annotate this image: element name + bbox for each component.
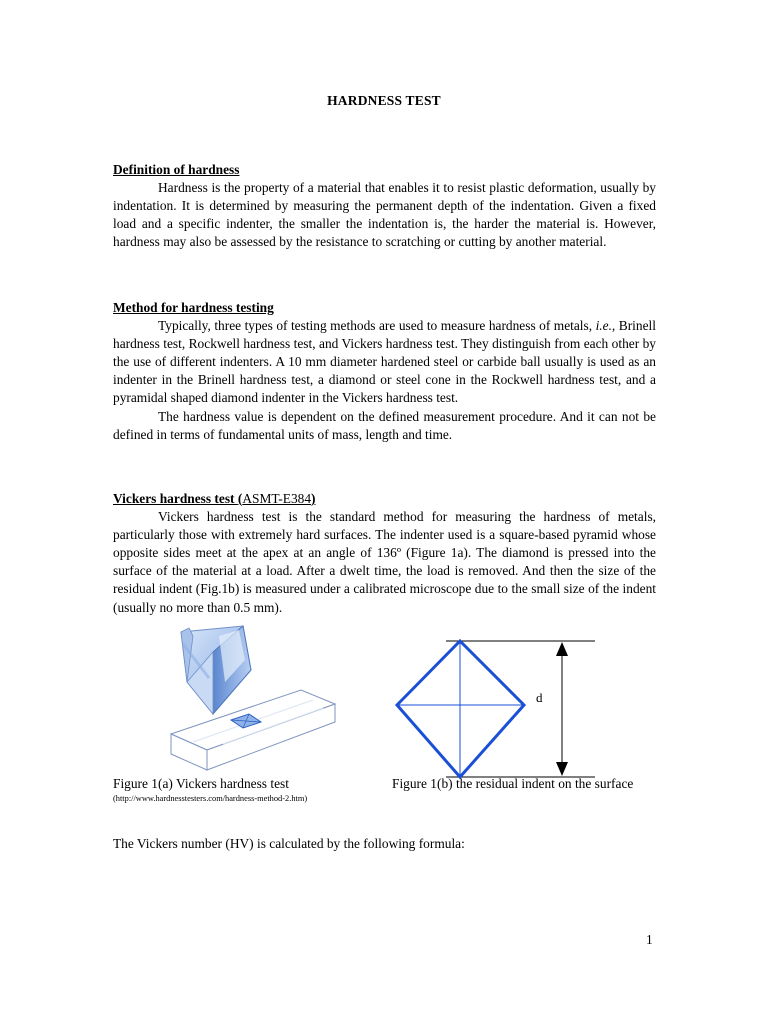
figure-1b-caption: Figure 1(b) the residual indent on the surface xyxy=(392,776,634,791)
page-number: 1 xyxy=(646,932,653,947)
section-definition xyxy=(113,161,656,251)
dimension-label: d xyxy=(536,690,543,705)
diamond-indent-icon xyxy=(397,641,524,777)
definition-paragraph: Hardness is the property of a material that enables it to resist plastic deformation, usually by indentation. It is determined by measuring the permanent depth of the indentation. Given a fixed load and a specific indenter, the smaller the indentation is, the harder the material is. However, hardness may also be assessed by the resistance to scratching or cutting by another material. xyxy=(113,180,656,250)
section-heading-definition: Definition of hardness xyxy=(113,162,240,177)
method-p1-ie: i.e., xyxy=(595,318,616,334)
vickers-test-illustration xyxy=(163,622,363,772)
section-heading-method: Method for hardness testing xyxy=(113,300,274,315)
vickers-heading-close: ) xyxy=(311,491,316,506)
section-heading-vickers xyxy=(113,490,656,508)
formula-intro: The Vickers number (HV) is calculated by the following formula: xyxy=(113,836,465,851)
diamond-indenter-icon xyxy=(181,626,251,714)
section-vickers xyxy=(113,490,656,617)
figure-1a-caption: Figure 1(a) Vickers hardness test xyxy=(113,776,289,791)
vickers-paragraph: Vickers hardness test is the standard method for measuring the hardness of metals, particularly those with extremely hard surfaces. The indenter used is a square-based pyramid whose opposite sides meet at the apex at an angle of 136º (Figure 1a). The diamond is pressed into the surface of the material at a load. After a dwelt time, the load is removed. And then the size of the residual indent (Fig.1b) is measured under a calibrated microscope due to the small size of the indent (usually no more than 0.5 mm). xyxy=(113,509,656,615)
vickers-heading-open: ( xyxy=(237,491,243,506)
specimen-block xyxy=(171,690,335,770)
method-paragraph-1 xyxy=(113,317,656,407)
method-p1-rest: Brinell hardness test, Rockwell hardness test, and Vickers hardness test. They distinguish from each other by the use of different indenters. A 10 mm diameter hardened steel or carbide ball usually is used as an indenter in the Brinell hardness test, a diamond or steel cone in the Rockwell hardness test, and a pyramidal shaped diamond indenter in the Vickers hardness test. xyxy=(113,318,656,406)
method-p1-start: Typically, three types of testing methods are used to measure hardness of metals, xyxy=(158,318,593,334)
vickers-heading-main: Vickers hardness test xyxy=(113,491,235,506)
method-paragraph-2: The hardness value is dependent on the defined measurement procedure. And it can not be defined in terms of fundamental units of mass, length and time. xyxy=(113,408,656,442)
residual-indent-diagram xyxy=(390,632,600,782)
figure-1a-source: (http://www.hardnesstesters.com/hardness-method-2.htm) xyxy=(113,794,308,803)
section-method xyxy=(113,299,656,444)
document-title: HARDNESS TEST xyxy=(327,93,441,108)
dimension-arrow-icon xyxy=(556,642,568,776)
vickers-heading-standard: ASMT-E384 xyxy=(242,491,312,506)
